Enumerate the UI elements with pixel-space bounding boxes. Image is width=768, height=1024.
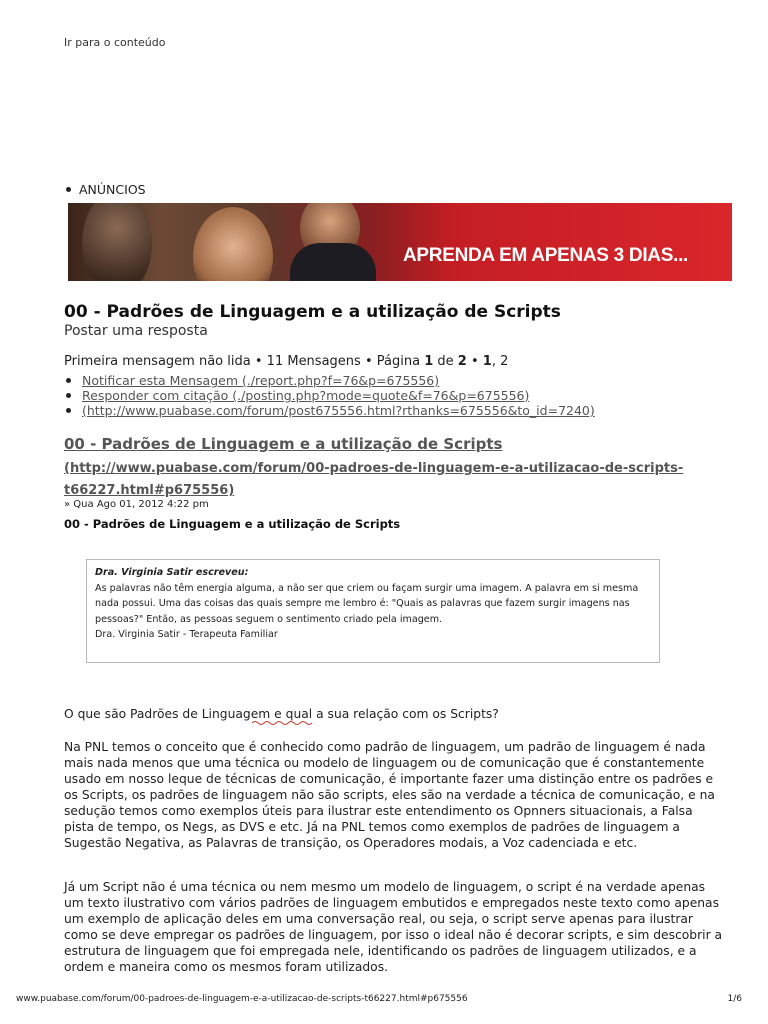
post-title-link[interactable]: 00 - Padrões de Linguagem e a utilização de Scripts <box>64 435 503 453</box>
announcements-item[interactable] <box>64 182 146 197</box>
report-post-link[interactable]: Notificar esta Mensagem (./report.php?f=76&p=675556) <box>82 373 440 388</box>
banner-photo-person-1 <box>82 203 152 281</box>
spellcheck-underline-icon <box>252 720 314 726</box>
post-reply-link[interactable]: Postar uma resposta <box>64 323 208 339</box>
post-paragraph: Já um Script não é uma técnica ou nem mesmo um modelo de linguagem, o script é na verdade apenas um texto ilustrativo com vários padrões de linguagem embutidos e empregados neste texto como apenas um exemplo de aplicação deles em uma conversação real, ou seja, o script serve apenas para ilustrar como se deve empregar os padrões de linguagem, por isso o ideal não é decorar scripts, e sim descobrir a estrutura de linguagem que foi empregada nele, identificando os padrões de linguagem utilizados, e a ordem e maneira como os mesmos foram utilizados. <box>64 880 723 974</box>
page-total: 2 <box>457 354 467 369</box>
meta-separator: • <box>470 354 479 369</box>
topic-meta: Primeira mensagem não lida • 11 Mensagens • Página 1 de 2 • 1, 2 <box>64 354 509 369</box>
bullet-icon <box>66 393 71 398</box>
quote-reply-link[interactable]: Responder com citação (./posting.php?mode=quote&f=76&p=675556) <box>82 388 530 403</box>
list-item <box>64 373 595 388</box>
first-unread-link[interactable]: Primeira mensagem não lida <box>64 354 251 369</box>
list-item <box>64 403 595 418</box>
footer-url: www.puabase.com/forum/00-padroes-de-linguagem-e-a-utilizacao-de-scripts-t66227.html#p675556 <box>16 994 468 1004</box>
banner-photo-suit <box>290 243 376 281</box>
meta-separator: • <box>364 354 373 369</box>
message-count: 11 Mensagens <box>266 354 361 369</box>
post-paragraph: O que são Padrões de Linguagem e qual a sua relação com os Scripts? <box>64 707 499 721</box>
ad-banner[interactable] <box>68 203 732 281</box>
page-label: Página <box>376 354 421 369</box>
announcements-label: ANÚNCIOS <box>79 182 146 197</box>
post-action-links <box>64 373 595 418</box>
skip-to-content-link[interactable]: Ir para o conteúdo <box>64 36 166 49</box>
post-permalink[interactable]: (http://www.puabase.com/forum/00-padroes-de-linguagem-e-a-utilizacao-de-scripts-t66227.html#p675556) <box>64 461 684 498</box>
banner-photo-person-2 <box>193 207 273 281</box>
list-item <box>64 388 595 403</box>
footer-page-number: 1/6 <box>727 994 742 1004</box>
post-paragraph: Na PNL temos o conceito que é conhecido como padrão de linguagem, um padrão de linguagem é nada mais nada menos que uma técnica ou modelo de linguagem ou de comunicação que é constantemente usado em nosso leque de técnicas de comunicação, é importante fazer uma distinção entre os padrões e os Scripts, os padrões de linguagem não são scripts, eles são na verdade a técnica de comunicação, e na sedução temos como exemplos úteis para ilustrar este entendimento os Opnners situacionais, a Falsa pista de tempo, os Negs, as DVS e etc. Já na PNL temos como exemplos de padrões de linguagem a Sugestão Negativa, as Palavras de transição, os Operadores modais, a Voz cadenciada e etc. <box>64 740 715 850</box>
page-current: 1 <box>424 354 434 369</box>
page-link-1[interactable]: 1 <box>482 354 492 369</box>
quote-text: As palavras não têm energia alguma, a não ser que criem ou façam surgir uma imagem. A palavra em si mesma nada possui. Uma das coisas das quais sempre me lembro é: "Quais as palavras que fazem surgir imagens nas pessoas?" Então, as pessoas seguem o sentimento criado pela imagem. <box>95 582 639 625</box>
bullet-icon <box>66 408 71 413</box>
page-of-label: de <box>437 354 454 369</box>
post-subtitle: 00 - Padrões de Linguagem e a utilização de Scripts <box>64 517 401 531</box>
post-date: » Qua Ago 01, 2012 4:22 pm <box>64 499 209 510</box>
banner-promo-text: APRENDA EM APENAS 3 DIAS... <box>403 245 689 266</box>
page-link-2[interactable]: 2 <box>500 354 509 369</box>
meta-separator: • <box>254 354 263 369</box>
thanks-link[interactable]: (http://www.puabase.com/forum/post675556.html?rthanks=675556&to_id=7240) <box>82 403 595 418</box>
quote-signature: Dra. Virginia Satir - Terapeuta Familiar <box>95 629 278 640</box>
bullet-icon <box>66 378 71 383</box>
bullet-icon <box>66 187 71 192</box>
quote-block <box>86 559 660 663</box>
quote-author: Dra. Virginia Satir escreveu: <box>95 567 249 578</box>
topic-title: 00 - Padrões de Linguagem e a utilização de Scripts <box>64 302 561 322</box>
